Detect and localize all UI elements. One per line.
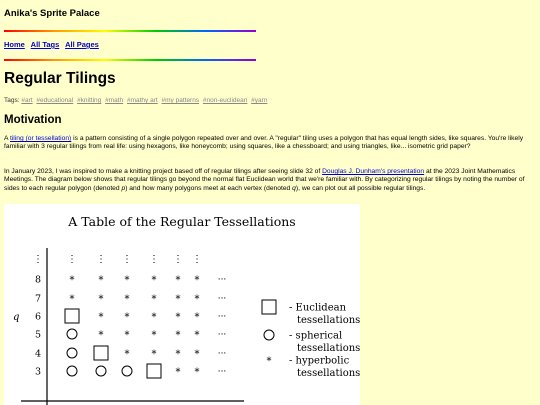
tags-label: Tags: xyxy=(4,97,20,104)
site-title: Anika's Sprite Palace xyxy=(4,8,100,19)
horizontal-ellipsis: ··· xyxy=(217,349,227,359)
vertical-ellipsis: ⋮ xyxy=(192,254,202,265)
hyperbolic-star-symbol: * xyxy=(151,330,157,341)
vertical-ellipsis: ⋮ xyxy=(149,254,159,265)
hyperbolic-star-symbol: * xyxy=(151,275,157,286)
hyperbolic-star-symbol: * xyxy=(98,275,104,286)
rainbow-divider-top xyxy=(4,30,256,32)
hyperbolic-star-symbol: * xyxy=(124,349,130,360)
nav-bar xyxy=(4,40,103,49)
legend-label-continued: tessellations xyxy=(297,368,360,379)
tag-list xyxy=(4,97,269,104)
horizontal-ellipsis: ··· xyxy=(217,367,227,377)
paragraph-intro: A tiling (or tessellation) is a pattern consisting of a single polygon repeated over and over. A "regular" tiling uses a polygon that has equal length sides, like squares. You're likely familiar with 3 regular tilings from real life: using hexagons, like honeycomb; using squares, like a chessboard; and using triangles, like... isometric grid paper? xyxy=(4,135,524,151)
hyperbolic-star-symbol: * xyxy=(194,330,200,341)
spherical-circle-symbol xyxy=(264,330,274,340)
hyperbolic-star-symbol: * xyxy=(98,294,104,305)
spherical-circle-symbol xyxy=(67,348,77,358)
q-axis-label: q xyxy=(13,312,20,323)
hyperbolic-star-symbol: * xyxy=(194,275,200,286)
row-label: 3 xyxy=(34,366,42,378)
tiling-link[interactable]: tiling (or tessellation) xyxy=(9,135,72,142)
legend-label-continued: tessellations xyxy=(297,343,360,354)
euclidean-square-symbol xyxy=(147,364,161,378)
section-heading-motivation: Motivation xyxy=(4,114,62,126)
vertical-ellipsis: ⋮ xyxy=(67,254,77,265)
legend-label-continued: tessellations xyxy=(297,315,360,326)
horizontal-ellipsis: ··· xyxy=(217,294,227,304)
hyperbolic-star-symbol: * xyxy=(194,312,200,323)
figure-title: A Table of the Regular Tessellations xyxy=(68,214,296,229)
hyperbolic-star-symbol: * xyxy=(194,294,200,305)
tag-link[interactable]: #educational xyxy=(36,97,74,104)
page-title: Regular Tilings xyxy=(4,70,116,87)
tag-link[interactable]: #yarn xyxy=(251,97,268,104)
tessellation-table-figure xyxy=(4,204,360,405)
euclidean-square-symbol xyxy=(94,346,108,360)
euclidean-square-symbol xyxy=(262,300,276,314)
spherical-circle-symbol xyxy=(122,366,132,376)
hyperbolic-star-symbol: * xyxy=(175,312,181,323)
hyperbolic-star-symbol: * xyxy=(98,312,104,323)
hyperbolic-star-symbol: * xyxy=(124,330,130,341)
vertical-ellipsis: ⋮ xyxy=(33,254,43,265)
tag-link[interactable]: #math xyxy=(105,97,124,104)
tessellation-table-diagram xyxy=(4,204,360,405)
hyperbolic-star-symbol: * xyxy=(151,349,157,360)
tag-link[interactable]: #non-euclidean xyxy=(202,97,248,104)
dunham-presentation-link[interactable]: Douglas J. Dunham's presentation xyxy=(322,168,425,175)
tag-link[interactable]: #art xyxy=(21,97,33,104)
hyperbolic-star-symbol: * xyxy=(69,275,75,286)
row-label: 8 xyxy=(34,274,42,286)
spherical-circle-symbol xyxy=(67,366,77,376)
hyperbolic-star-symbol: * xyxy=(175,330,181,341)
hyperbolic-star-symbol: * xyxy=(175,294,181,305)
row-label: 6 xyxy=(34,311,42,323)
horizontal-ellipsis: ··· xyxy=(217,312,227,322)
nav-link-home[interactable]: Home xyxy=(4,40,25,49)
hyperbolic-star-symbol: * xyxy=(194,349,200,360)
spherical-circle-symbol xyxy=(67,329,77,339)
horizontal-ellipsis: ··· xyxy=(217,275,227,285)
hyperbolic-star-symbol: * xyxy=(175,367,181,378)
vertical-ellipsis: ⋮ xyxy=(173,254,183,265)
nav-link-all-pages[interactable]: All Pages xyxy=(65,40,99,49)
hyperbolic-star-symbol: * xyxy=(266,356,272,367)
row-label: 4 xyxy=(34,348,42,360)
vertical-ellipsis: ⋮ xyxy=(96,254,106,265)
legend-label: - spherical xyxy=(289,330,343,342)
hyperbolic-star-symbol: * xyxy=(124,275,130,286)
spherical-circle-symbol xyxy=(96,366,106,376)
hyperbolic-star-symbol: * xyxy=(69,294,75,305)
tag-link[interactable]: #knitting xyxy=(77,97,102,104)
hyperbolic-star-symbol: * xyxy=(175,349,181,360)
legend-label: - Euclidean xyxy=(289,302,347,314)
hyperbolic-star-symbol: * xyxy=(151,294,157,305)
paragraph-inspiration: In January 2023, I was inspired to make a knitting project based off of regular tilings after seeing slide 32 of Douglas J. Dunham's presentation at the 2023 Joint Mathematics Meetings. The diagram below shows that regular tilings go beyond the normal flat Euclidean world that we're familiar with. By categorizing regular tilings by noting the number of sides to each regular polygon (denoted p) and how many polygons meet at each vertex (denoted q), we can plot out all possible regular tilings. xyxy=(4,168,525,192)
hyperbolic-star-symbol: * xyxy=(175,275,181,286)
tag-link[interactable]: #my patterns xyxy=(161,97,200,104)
hyperbolic-star-symbol: * xyxy=(124,312,130,323)
rainbow-divider-bottom xyxy=(4,59,256,61)
hyperbolic-star-symbol: * xyxy=(124,294,130,305)
hyperbolic-star-symbol: * xyxy=(194,367,200,378)
tag-link[interactable]: #mathy art xyxy=(126,97,158,104)
row-label: 7 xyxy=(34,293,42,305)
nav-link-all-tags[interactable]: All Tags xyxy=(30,40,60,49)
vertical-ellipsis: ⋮ xyxy=(122,254,132,265)
hyperbolic-star-symbol: * xyxy=(98,330,104,341)
euclidean-square-symbol xyxy=(65,309,79,323)
legend-label: - hyperbolic xyxy=(289,355,350,367)
hyperbolic-star-symbol: * xyxy=(151,312,157,323)
row-label: 5 xyxy=(34,329,42,341)
horizontal-ellipsis: ··· xyxy=(217,330,227,340)
